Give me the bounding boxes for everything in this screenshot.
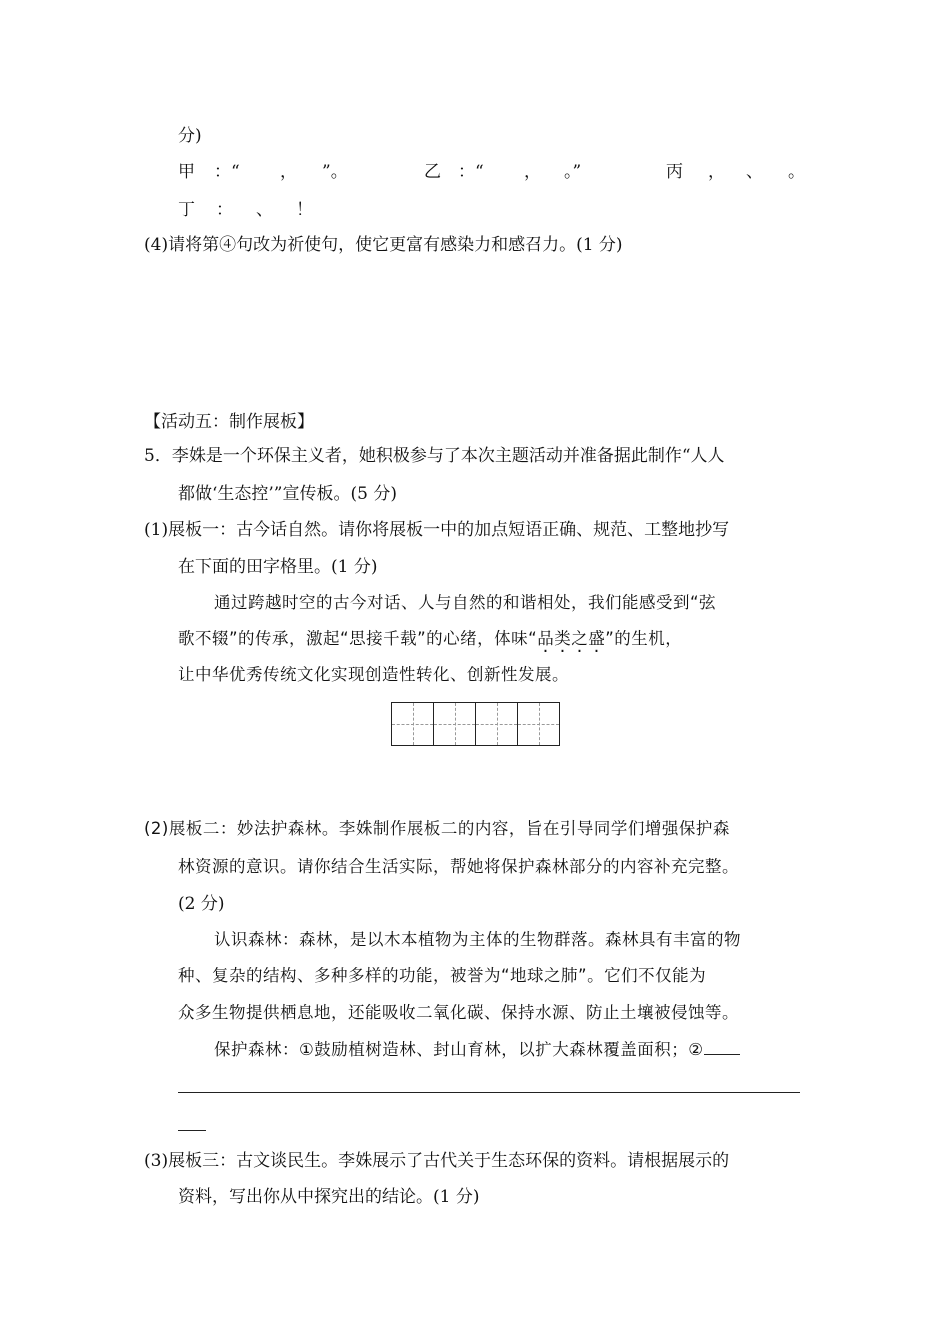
role-line-jia-yi-bing	[178, 161, 818, 183]
punct: ：“	[458, 162, 484, 182]
text-segment: 保护森林：①鼓励植树造林、封山育林，以扩大森林覆盖面积；②	[214, 1040, 704, 1059]
part-3-line2: 资料，写出你从中探究出的结论。(1 分)	[178, 1187, 480, 1207]
question-5-line1: 5．李姝是一个环保主义者，她积极参与了本次主题活动并准备据此制作“人人	[144, 446, 725, 466]
punct: 、	[746, 162, 763, 182]
part-2-line3: (2 分)	[178, 894, 225, 914]
answer-line-end[interactable]	[178, 1130, 206, 1131]
label-bing: 丙	[666, 162, 683, 182]
dotted-char: 类	[554, 629, 572, 648]
dotted-char: 品	[537, 629, 555, 648]
punct: ！	[296, 200, 313, 220]
part-1-line2: 在下面的田字格里。(1 分)	[178, 557, 378, 577]
punct: ”。	[322, 162, 348, 182]
punct: ，	[280, 162, 297, 182]
board-2-text-line3: 众多生物提供栖息地，还能吸收二氧化碳、保持水源、防止土壤被侵蚀等。	[178, 1003, 739, 1022]
tianzige-cell[interactable]	[433, 702, 475, 746]
answer-blank[interactable]	[704, 1038, 740, 1055]
role-line-ding	[178, 199, 378, 221]
label-yi: 乙	[424, 162, 441, 182]
dotted-char: 之	[571, 629, 589, 648]
tianzige-cell[interactable]	[517, 702, 560, 746]
punct: 。	[788, 162, 805, 182]
board-2-text-line2: 种、复杂的结构、多种多样的功能，被誉为“地球之肺”。它们不仅能为	[178, 966, 707, 985]
section-heading: 【活动五：制作展板】	[144, 412, 314, 432]
text-segment: 歌不辍”的传承，激起“思接千载”的心绪，体味“	[178, 629, 538, 648]
punct: 、	[256, 200, 273, 220]
punct: ，	[524, 162, 541, 182]
question-tail: 分)	[178, 126, 202, 146]
question-4: (4)请将第④句改为祈使句，使它更富有感染力和感召力。(1 分)	[144, 235, 623, 255]
tianzige-cell[interactable]	[475, 702, 517, 746]
part-2-line2: 林资源的意识。请你结合生活实际，帮她将保护森林部分的内容补充完整。	[178, 857, 739, 876]
label-jia: 甲	[178, 162, 195, 182]
punct: ：“	[214, 162, 240, 182]
board-2-text-line1: 认识森林：森林，是以木本植物为主体的生物群落。森林具有丰富的物	[214, 930, 741, 949]
part-1-line1: (1)展板一：古今话自然。请你将展板一中的加点短语正确、规范、工整地抄写	[144, 520, 730, 540]
dotted-char: 盛	[588, 629, 606, 648]
tianzige-grid[interactable]	[391, 702, 560, 746]
label-ding: 丁	[178, 200, 195, 220]
answer-line[interactable]	[178, 1092, 800, 1093]
text-segment: ”的生机，	[605, 629, 683, 648]
board-2-text-line4	[214, 1038, 740, 1061]
part-3-line1: (3)展板三：古文谈民生。李姝展示了古代关于生态环保的资料。请根据展示的	[144, 1151, 730, 1171]
board-1-text-line3: 让中华优秀传统文化实现创造性转化、创新性发展。	[178, 665, 569, 684]
punct: ：	[216, 200, 233, 220]
punct: ，	[708, 162, 725, 182]
part-2-line1: (2)展板二：妙法护森林。李姝制作展板二的内容，旨在引导同学们增强保护森	[144, 819, 730, 838]
question-5-line2: 都做‘生态控’”宣传板。(5 分)	[178, 484, 397, 504]
punct: 。”	[564, 162, 582, 182]
board-1-text-line2	[178, 628, 682, 650]
board-1-text-line1: 通过跨越时空的古今对话、人与自然的和谐相处，我们能感受到“弦	[214, 593, 717, 612]
tianzige-cell[interactable]	[391, 702, 433, 746]
